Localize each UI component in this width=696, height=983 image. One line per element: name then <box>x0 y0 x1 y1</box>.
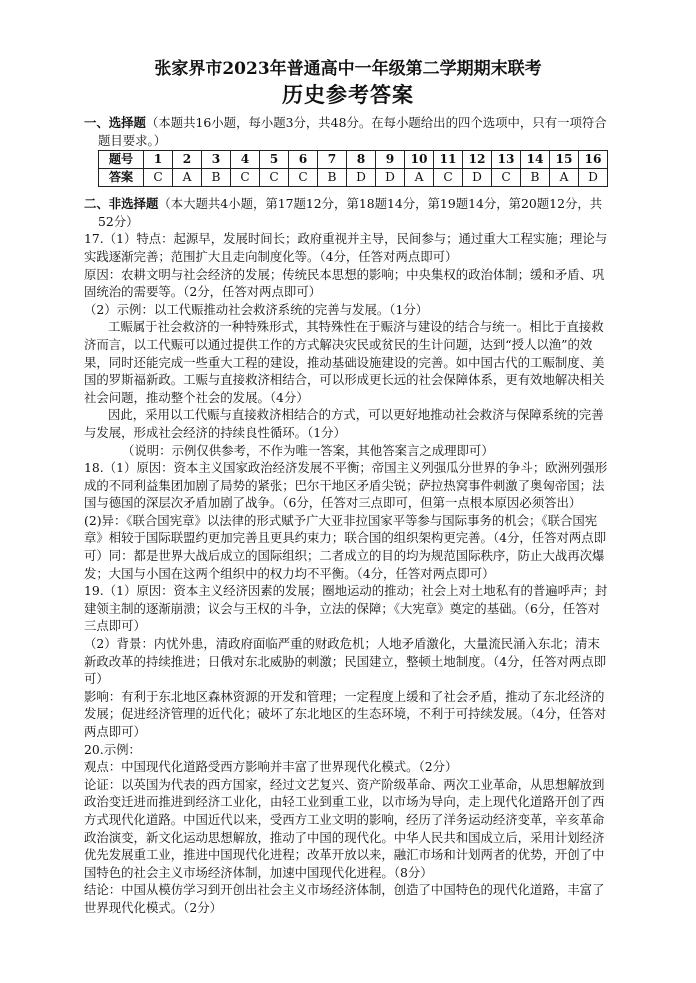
answer-cell: A <box>405 169 434 187</box>
answer-cell: C <box>144 169 173 187</box>
question-number: 7 <box>318 151 347 169</box>
q20-conclusion: 结论：中国从模仿学习到开创出社会主义市场经济体制，创造了中国特色的现代化道路，丰富了世界现代化模式。（2分） <box>84 882 605 915</box>
answer-cell: D <box>347 169 376 187</box>
q19-part1: 19.（1）原因：资本主义经济因素的发展；圈地运动的推动；社会上对土地私有的普遍呼声；封建领主制的逐渐崩溃；议会与王权的斗争，立法的保障；《大宪章》奠定的基础。（6分，任答对三点即可） <box>84 583 608 634</box>
question-number: 8 <box>347 151 376 169</box>
answer-cell: B <box>202 169 231 187</box>
question-number: 14 <box>521 151 550 169</box>
answer-key-title: 历史参考答案 <box>282 82 414 107</box>
nonmc-section-label: 二、非选择题 <box>84 196 159 212</box>
q17-part1-reasons: 原因：农耕文明与社会经济的发展；传统民本思想的影响；中央集权的政治体制；缓和矛盾、巩固统治的需要等。（2分，任答对两点即可） <box>84 266 605 300</box>
row-header-answer: 答案 <box>99 169 144 187</box>
question-number: 2 <box>173 151 202 169</box>
row-header-number: 题号 <box>99 151 144 169</box>
answer-cell: D <box>579 169 608 187</box>
question-number: 1 <box>144 151 173 169</box>
answer-table <box>98 150 608 187</box>
answer-cell: B <box>318 169 347 187</box>
q18-part1: 18.（1）原因：资本主义国家政治经济发展不平衡；帝国主义列强瓜分世界的争斗；欧洲列强形成的不同利益集团加剧了局势的紧张；巴尔干地区矛盾尖锐；萨拉热窝事件刺激了奥匈帝国；法国与德国的深层次矛盾加剧了战争。（6分，任答对三点即可，但第一点根本原因必须答出） <box>84 460 608 511</box>
question-number: 6 <box>289 151 318 169</box>
question-number: 9 <box>376 151 405 169</box>
answer-cell: C <box>231 169 260 187</box>
answer-cell: B <box>521 169 550 187</box>
q17-note: （说明：示例仅供参考，不作为唯一答案，其他答案言之成理即可） <box>122 442 494 458</box>
question-number: 13 <box>492 151 521 169</box>
question-number-row <box>99 151 608 169</box>
nonmc-section-heading <box>84 195 612 230</box>
q17-part2-example: （2）示例：以工代赈推动社会救济系统的完善与发展。（1分） <box>84 301 429 317</box>
nonmc-section-desc: （本大题共4小题，第17题12分，第18题14分，第19题14分，第20题12分，共52分） <box>98 196 603 229</box>
q18-part2: (2)异：《联合国宪章》以法律的形式赋予广大亚非拉国家平等参与国际事务的机会；《联合国宪章》相较于国际联盟约更加完善且更具约束力；联合国的组织架构更完善。（4分，任答对两点即可）同：都是世界大战后成立的国际组织；二者成立的目的均为规范国际秩序，防止大战再次爆发；大国与小国在这两个组织中的权力均不平衡。（4分，任答对两点即可） <box>84 512 607 581</box>
question-number: 4 <box>231 151 260 169</box>
answer-cell: A <box>550 169 579 187</box>
question-number: 5 <box>260 151 289 169</box>
q17-part2-argument: 工赈属于社会救济的一种特殊形式，其特殊性在于赈济与建设的结合与统一。相比于直接救济而言，以工代赈可以通过提供工作的方式解决灾民或贫民的生计问题，达到“授人以渔”的效果，同时还能完成一些重大工程的建设，推动基础设施建设的完善。如中国古代的工赈制度、美国的罗斯福新政。工赈与直接救济相结合，可以形成更长远的社会保障体系，更有效地解决相关社会问题，推动整个社会的发展。（4分） <box>84 319 605 405</box>
question-number: 16 <box>579 151 608 169</box>
answer-cell: C <box>289 169 318 187</box>
answer-cell: C <box>434 169 463 187</box>
q19-part2-background: （2）背景：内忧外患，清政府面临严重的财政危机；人地矛盾激化，大量流民涌入东北；清末新政改革的持续推进；日俄对东北威胁的刺激；民国建立，整顿土地制度。（4分，任答对两点即可） <box>84 636 607 687</box>
answer-row <box>99 169 608 187</box>
q20-heading: 20.示例： <box>84 741 141 757</box>
answer-cell: D <box>463 169 492 187</box>
q19-part2-impact: 影响：有利于东北地区森林资源的开发和管理；一定程度上缓和了社会矛盾，推动了东北经济的发展；促进经济管理的近代化；破坏了东北地区的生态环境，不利于可持续发展。（4分，任答对两点即可） <box>84 688 607 739</box>
answer-cell: D <box>376 169 405 187</box>
mc-section-desc: （本题共16小题，每小题3分，共48分。在每小题给出的四个选项中，只有一项符合题目要求。） <box>98 115 607 148</box>
question-number: 15 <box>550 151 579 169</box>
question-number: 12 <box>463 151 492 169</box>
question-number: 10 <box>405 151 434 169</box>
exam-title: 张家界市2023年普通高中一年级第二学期期末联考 <box>154 59 542 79</box>
q17-part1-features: 17.（1）特点：起源早，发展时间长；政府重视并主导，民间参与；通过重大工程实施；理论与实践逐渐完善；范围扩大且走向制度化等。（4分，任答对两点即可） <box>84 231 608 264</box>
q17-part2-conclusion: 因此，采用以工代赈与直接救济相结合的方式，可以更好地推动社会救济与保障系统的完善与发展，形成社会经济的持续良性循环。（1分） <box>84 407 604 440</box>
answer-cell: A <box>173 169 202 187</box>
mc-section-heading <box>84 114 612 149</box>
q20-viewpoint: 观点：中国现代化道路受西方影响并丰富了世界现代化模式。（2分） <box>84 759 458 775</box>
answer-cell: C <box>492 169 521 187</box>
question-number: 3 <box>202 151 231 169</box>
mc-section-label: 一、选择题 <box>84 115 146 130</box>
answer-cell: C <box>260 169 289 187</box>
q20-argument: 论证：以英国为代表的西方国家，经过文艺复兴、资产阶级革命、两次工业革命，从思想解放到政治变迁进而推进到经济工业化，由轻工业到重工业，以市场为导向，走上现代化道路开创了西方式现代化道路。中国近代以来，受西方工业文明的影响，经历了洋务运动经济变革，辛亥革命政治演变，新文化运动思想解放，推动了中国的现代化。中华人民共和国成立后，采用计划经济优先发展重工业，推进中国现代化进程；改革开放以来，融汇市场和计划两者的优势，开创了中国特色的社会主义市场经济体制，加速中国现代化进程。（8分） <box>84 776 605 880</box>
question-number: 11 <box>434 151 463 169</box>
